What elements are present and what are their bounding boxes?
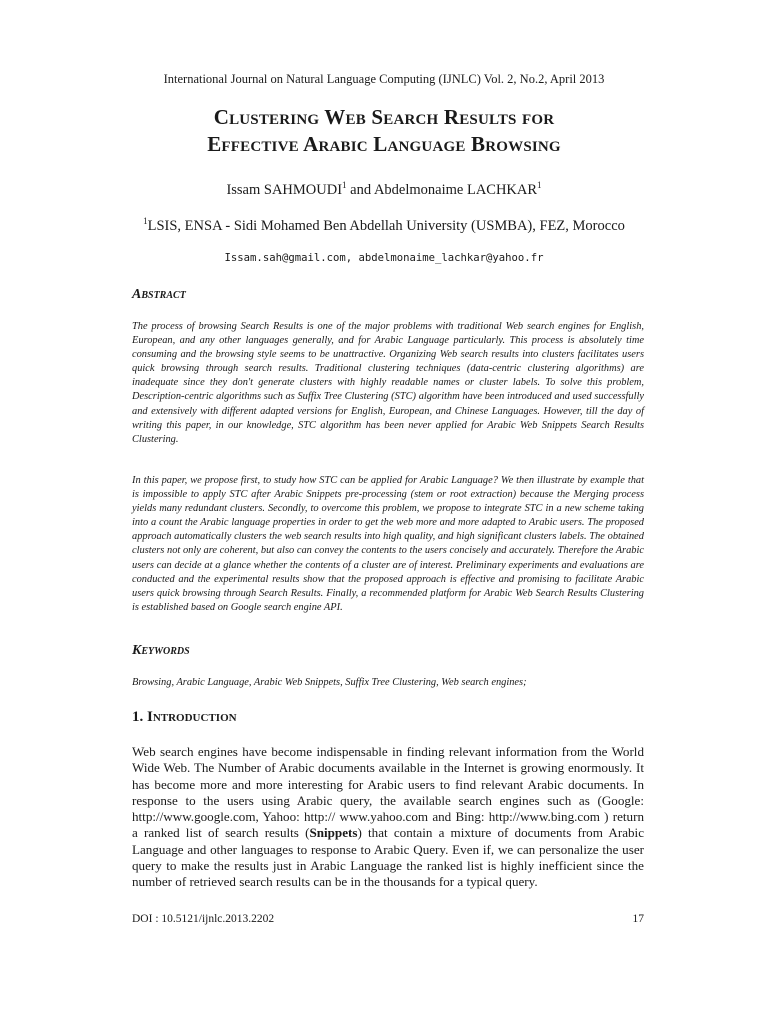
- page-number: 17: [632, 913, 644, 925]
- author-conjunction: and: [346, 182, 374, 198]
- author-line: [0, 182, 768, 199]
- abstract-paragraph-2: In this paper, we propose first, to study how STC can be applied for Arabic Language? We then illustrate by example that is impossible to apply STC after Arabic Snippets pre-processing (stem or root extraction) because the Merging process yields many redundant clusters. Secondly, to overcome this problem, we propose to integrate STC in a new scheme taking into a count the Arabic language properties in order to get the web more and more adapted to Arabic users. The proposed approach automatically clusters the web search results into high quality, and high significant clusters labels. The obtained clusters not only are coherent, but also can convey the contents to the users concisely and accurately. Therefore the Arabic users can decide at a glance whether the contents of a cluster are of interest. Preliminary experiments and evaluations are conducted and the experimental results show that the proposed approach is effective and promising to facilitate Arabic users quick browsing through Search Results. Finally, a recommended platform for Arabic Web Search Results Clustering is established based on Google search engine API.: [132, 475, 644, 613]
- affiliation-text: LSIS, ENSA - Sidi Mohamed Ben Abdellah University (USMBA), FEZ, Morocco: [147, 218, 625, 234]
- journal-header: International Journal on Natural Language Computing (IJNLC) Vol. 2, No.2, April 2013: [163, 72, 605, 86]
- abstract-paragraph-1: The process of browsing Search Results is one of the major problems with traditional Web search engines for English, European, and any other languages generally, and for Arabic Language particularly. This process is absolutely time consuming and the browsing style seems to be unattractive. Organizing Web search results into clusters facilitates users quick browsing through search results. Traditional clustering techniques (data-centric clustering algorithms) are inadequate since they don't generate clusters with highly readable names or cluster labels. To solve this problem, Description-centric algorithms such as Suffix Tree Clustering (STC) algorithm have been introduced and used successfully and extensively with different adapted versions for English, European, and Chinese Languages. However, till the day of writing this paper, in our knowledge, STC algorithm has been never applied for Arabic Web Snippets Search Results Clustering.: [132, 321, 644, 445]
- introduction-text-end: ) that contain a mixture of documents from Arabic Language and other languages to response to Arabic Query. Even if, we can personalize the user query to make the results just in Arabic Language the ranked list is highly inefficient since the number of retrieved search results can be in the thousands for a typical query.: [132, 825, 645, 890]
- author-1-affiliation-mark: 1: [342, 180, 347, 191]
- title-line-2: Effective Arabic Language Browsing: [207, 132, 561, 156]
- introduction-paragraph: [132, 744, 644, 891]
- affiliation: [0, 218, 768, 235]
- keywords-text: Browsing, Arabic Language, Arabic Web Snippets, Suffix Tree Clustering, Web search engines;: [132, 677, 527, 688]
- keywords-heading: Keywords: [132, 643, 190, 658]
- title-line-1: Clustering Web Search Results for: [213, 105, 555, 129]
- author-2: Abdelmonaime LACHKAR: [373, 182, 538, 198]
- introduction-text-start: Web search engines have become indispensable in finding relevant information from the World Wide Web. The Number of Arabic documents available in the Internet is growing enormously. It has become more and more interesting for Arabic users to find relevant Arabic documents. In response to the users using Arabic query, the available search engines such as (Google: http://www.google.com, Yahoo: http:// www.yahoo.com and Bing: http://www.bing.com ) return a ranked list of search results (: [132, 744, 644, 841]
- affiliation-mark: 1: [143, 216, 148, 227]
- author-emails: Issam.sah@gmail.com, abdelmonaime_lachkar@yahoo.fr: [224, 252, 544, 264]
- author-2-affiliation-mark: 1: [537, 180, 542, 191]
- author-1: Issam SAHMOUDI: [226, 182, 343, 198]
- introduction-heading: 1. Introduction: [132, 709, 237, 725]
- paper-title: [0, 104, 768, 158]
- doi-footer: DOI : 10.5121/ijnlc.2013.2202: [132, 913, 275, 925]
- introduction-bold-term: Snippets: [309, 825, 358, 841]
- abstract-heading: Abstract: [132, 287, 186, 302]
